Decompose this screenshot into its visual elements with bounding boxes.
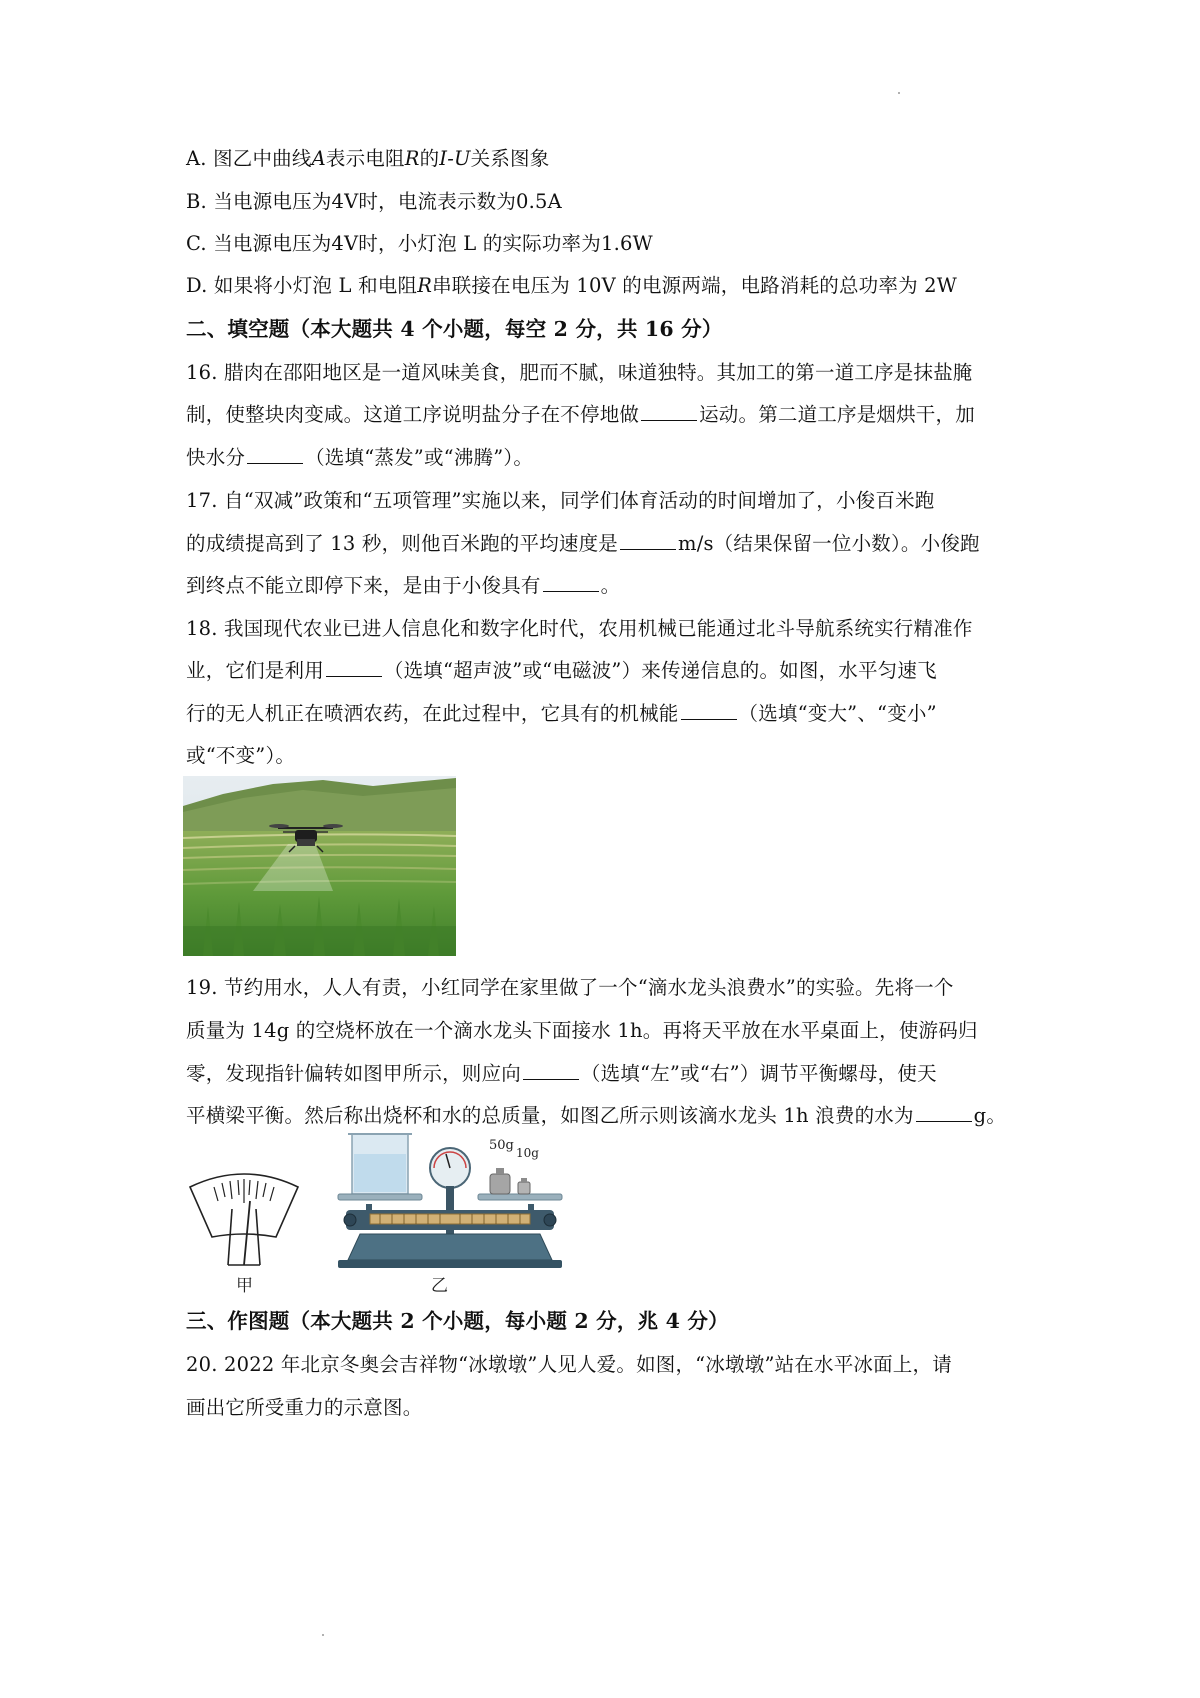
answer-blank [543,573,599,592]
q19-line4: 平横梁平衡。然后称出烧杯和水的总质量，如图乙所示则该滴水龙头 1h 浪费的水为 g。 [186,1104,1007,1127]
answer-blank [247,445,303,464]
answer-blank [641,402,697,421]
q20-line2: 画出它所受重力的示意图。 [186,1396,423,1419]
q20-line1: 20. 2022 年北京冬奥会吉祥物“冰墩墩”人见人爱。如图，“冰墩墩”站在水平冰面上，请 [186,1353,952,1376]
q17-line1: 17. 自“双减”政策和“五项管理”实施以来，同学们体育活动的时间增加了，小俊百米跑 [186,489,935,512]
q18-line1: 18. 我国现代农业已进人信息化和数字化时代，农用机械已能通过北斗导航系统实行精准作 [186,617,973,640]
q19-line3: 零，发现指针偏转如图甲所示，则应向 （选填“左”或“右”）调节平衡螺母，使天 [186,1062,937,1085]
figure-label-jia: 甲 [236,1276,253,1296]
q16-line1: 16. 腊肉在邵阳地区是一道风味美食，肥而不腻，味道独特。其加工的第一道工序是抹盐腌 [186,361,973,384]
q16-line2: 制，使整块肉变咸。这道工序说明盐分子在不停地做 运动。第二道工序是烟烘干，加 [186,403,975,426]
q16-line3: 快水分 （选填“蒸发”或“沸腾”）。 [186,446,534,469]
scan-speck [322,1634,324,1636]
answer-blank [523,1061,579,1080]
pointer-dial-diagram [184,1165,304,1275]
weight-label-10g: 10g [516,1146,539,1160]
scan-speck [898,92,900,94]
weight-label-50g: 50g [489,1138,514,1153]
beaker [348,1134,412,1194]
weights [490,1168,530,1194]
answer-blank [620,531,676,550]
q18-line3: 行的无人机正在喷洒农药，在此过程中，它具有的机械能 （选填“变大”、“变小” [186,702,937,725]
q19-line2: 质量为 14g 的空烧杯放在一个滴水龙头下面接水 1h。再将天平放在水平桌面上，使游码归 [186,1019,978,1042]
option-b: B. 当电源电压为4V时，电流表示数为0.5A [186,190,562,213]
answer-blank [326,658,382,677]
q17-line2: 的成绩提高到了 13 秒，则他百米跑的平均速度是 m/s（结果保留一位小数）。小俊跑 [186,532,980,555]
figure-label-yi: 乙 [431,1276,448,1296]
section-heading-fill-in: 二、填空题（本大题共 4 个小题，每空 2 分，共 16 分） [186,317,723,341]
option-d: D. 如果将小灯泡 L 和电阻R串联接在电压为 10V 的电源两端，电路消耗的总功率为 2W [186,274,958,297]
section-heading-drawing: 三、作图题（本大题共 2 个小题，每小题 2 分，兆 4 分） [186,1309,729,1333]
q19-line1: 19. 节约用水，人人有责，小红同学在家里做了一个“滴水龙头浪费水”的实验。先将一个 [186,976,954,999]
answer-blank [681,701,737,720]
drone-farm-photo [183,776,456,956]
option-c: C. 当电源电压为4V时，小灯泡 L 的实际功率为1.6W [186,232,653,255]
q18-line4: 或“不变”）。 [186,744,296,767]
answer-blank [916,1103,972,1122]
option-a: A. 图乙中曲线A表示电阻R的I-U关系图象 [186,147,550,170]
q18-line2: 业，它们是利用 （选填“超声波”或“电磁波”）来传递信息的。如图，水平匀速飞 [186,659,937,682]
q17-line3: 到终点不能立即停下来，是由于小俊具有 。 [186,574,621,597]
